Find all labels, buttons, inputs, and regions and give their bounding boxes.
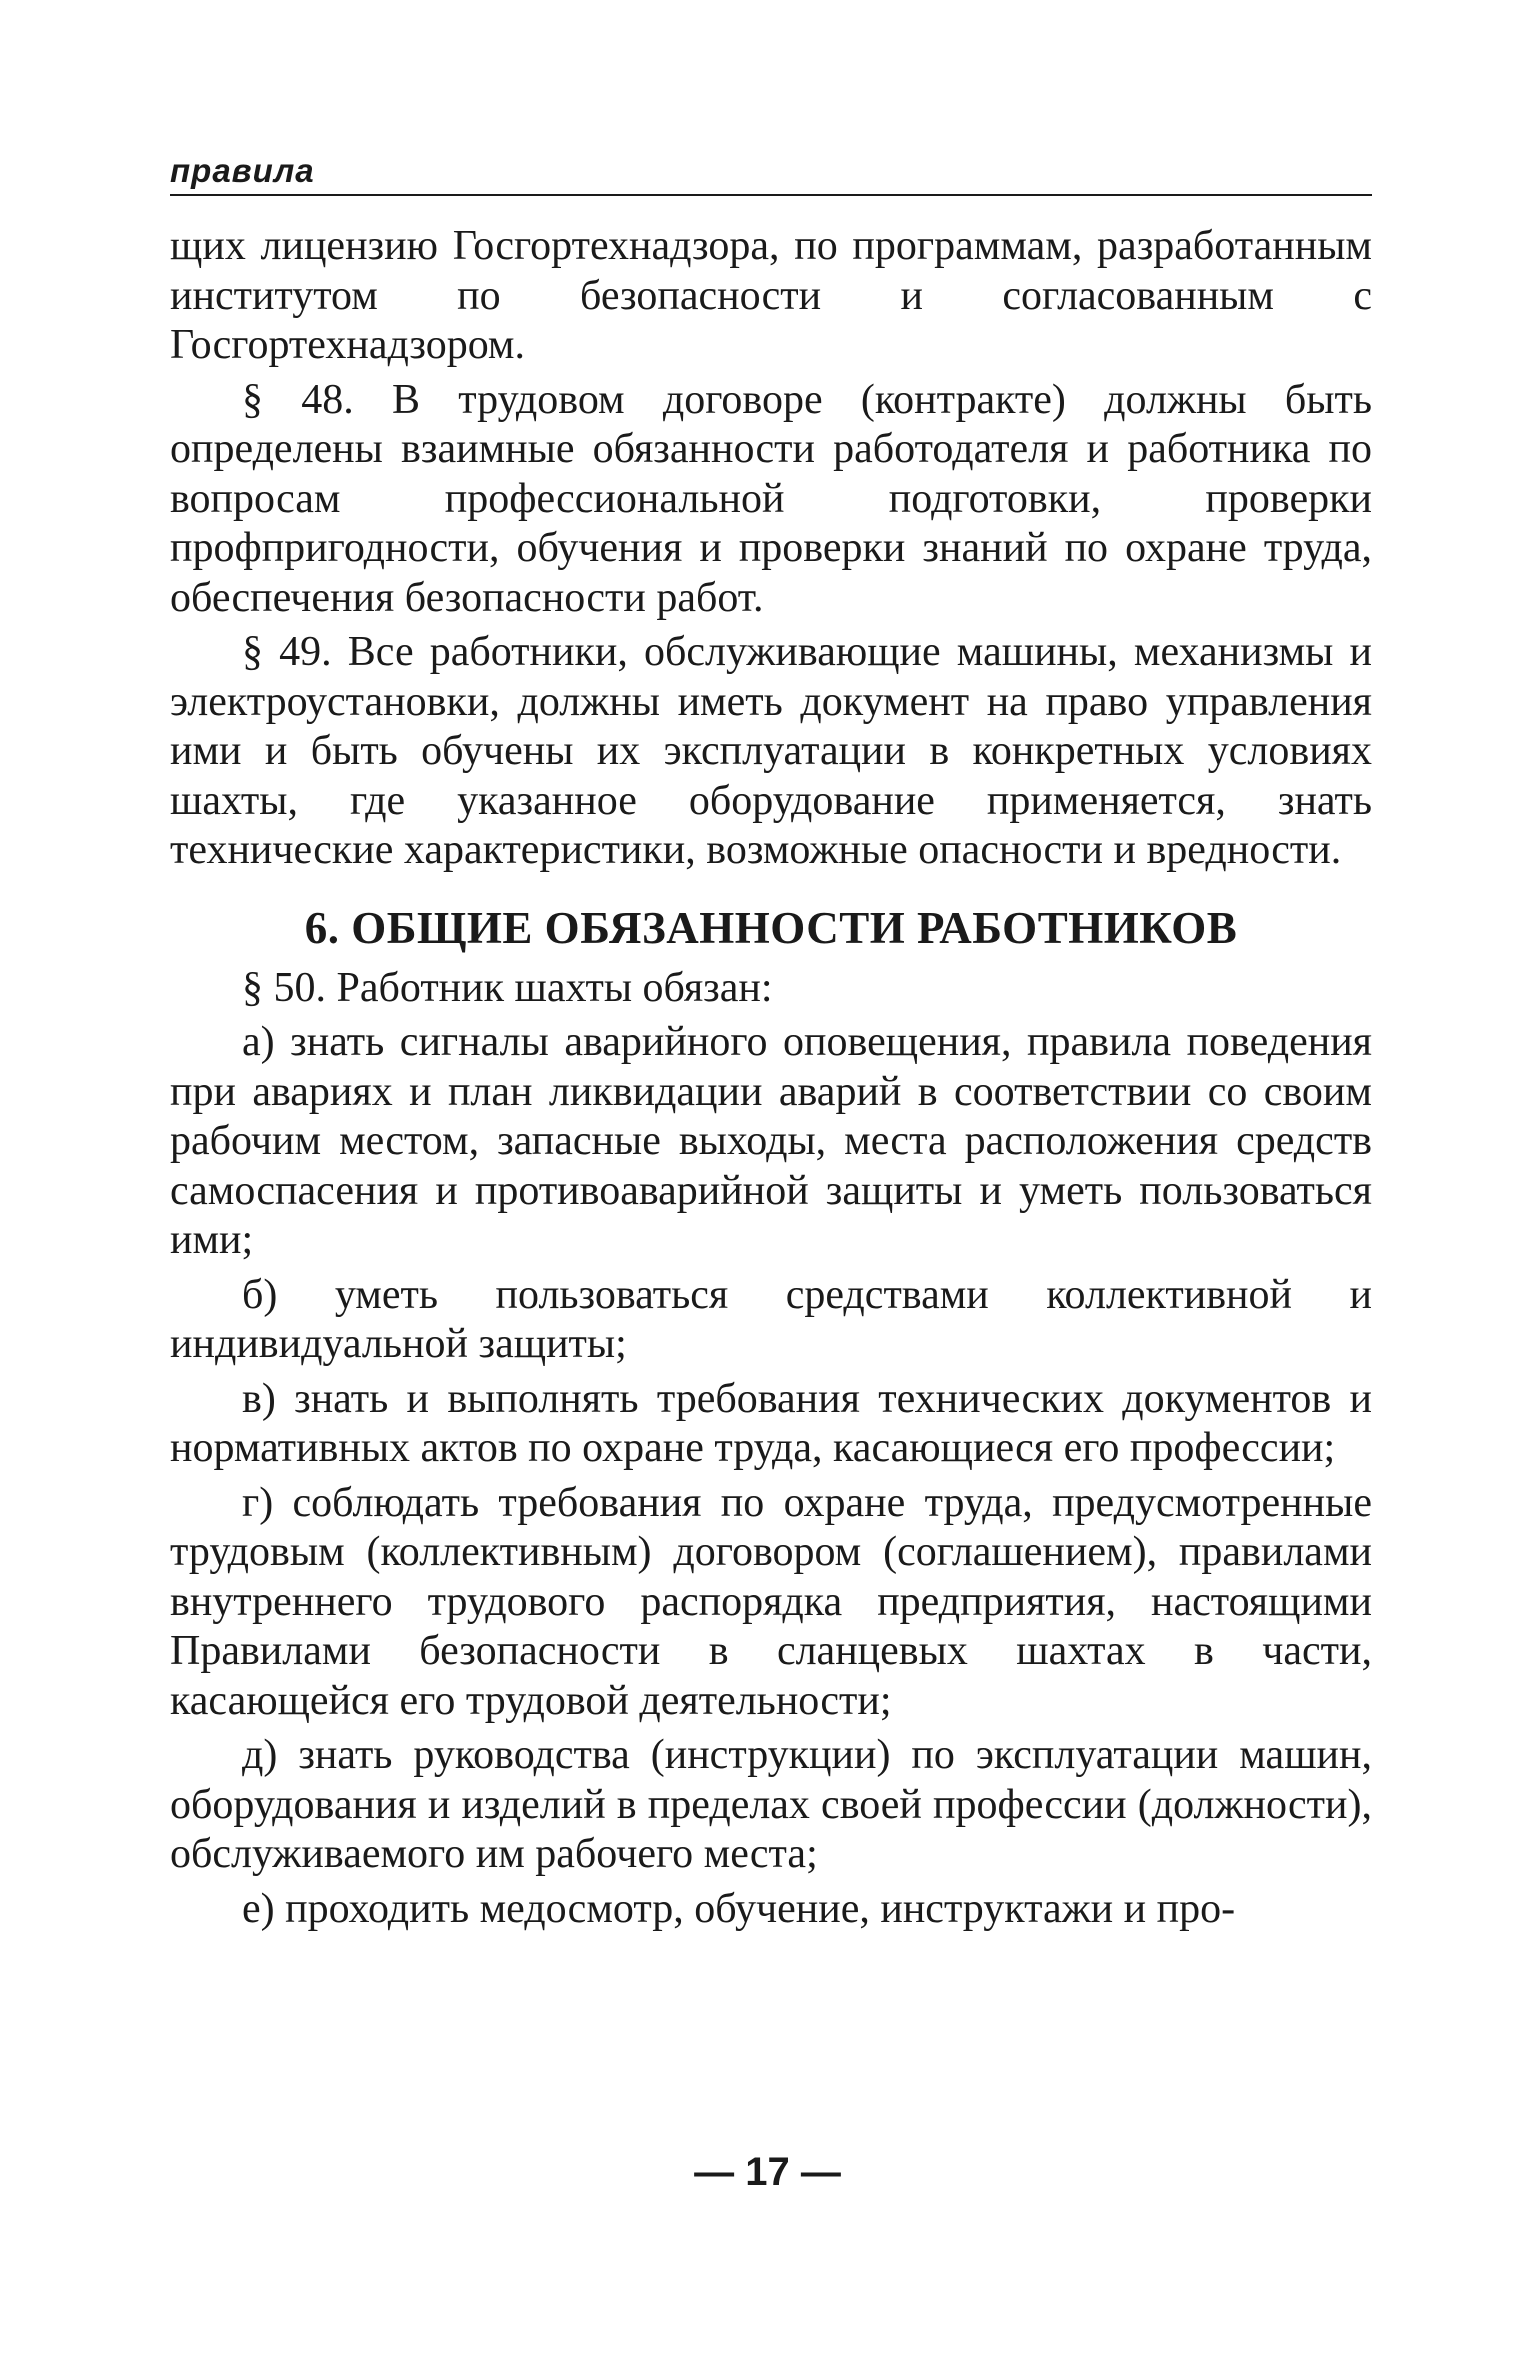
running-header: [170, 150, 1372, 196]
paragraph-50-intro: § 50. Работник шахты обязан:: [242, 964, 773, 1011]
paragraph-49: § 49. Все работники, обслуживающие машины, механизмы и электроустановки, должны иметь документ на право управления ими и быть обучены их эксплуатации в конкретных условиях шахты, где указанное оборудование применяется, знать технические характеристики, возможные опасности и вредности.: [170, 629, 1372, 873]
list-item-e: е) проходить медосмотр, обучение, инструктажи и про-: [242, 1885, 1236, 1932]
body-text: [170, 222, 1372, 1939]
paragraph-48: § 48. В трудовом договоре (контракте) должны быть определены взаимные обязанности работодателя и работника по вопросам профессиональной подготовки, проверки профпригодности, обучения и проверки знаний по охране труда, обеспечения безопасности работ.: [170, 376, 1372, 621]
running-title: правила: [170, 152, 315, 189]
list-item-b: б) уметь пользоваться средствами коллективной и индивидуальной защиты;: [170, 1271, 1372, 1367]
list-item-d: д) знать руководства (инструкции) по эксплуатации машин, оборудования и изделий в пределах своей профессии (должности), обслуживаемого им рабочего места;: [170, 1732, 1372, 1877]
list-item-a: а) знать сигналы аварийного оповещения, правила поведения при авариях и план ликвидации аварий в соответствии со своим рабочим местом, запасные выходы, места расположения средств самоспасения и противоаварийной защиты и уметь пользоваться ими;: [170, 1019, 1372, 1263]
list-item-v: в) знать и выполнять требования технических документов и нормативных актов по охране труда, касающиеся его профессии;: [170, 1375, 1372, 1471]
section-heading: 6. ОБЩИЕ ОБЯЗАННОСТИ РАБОТНИКОВ: [304, 902, 1238, 953]
list-item-g: г) соблюдать требования по охране труда, предусмотренные трудовым (коллективным) договором (соглашением), правилами внутреннего трудового распорядка предприятия, настоящими Правилами безопасности в сланцевых шахтах в части, касающейся его трудовой деятельности;: [170, 1479, 1372, 1724]
page-number: — 17 —: [694, 2150, 841, 2194]
paragraph-continuation: щих лицензию Госгортехнадзора, по программам, разработанным институтом по безопасности и согласованным с Госгортехнадзором.: [170, 223, 1372, 368]
